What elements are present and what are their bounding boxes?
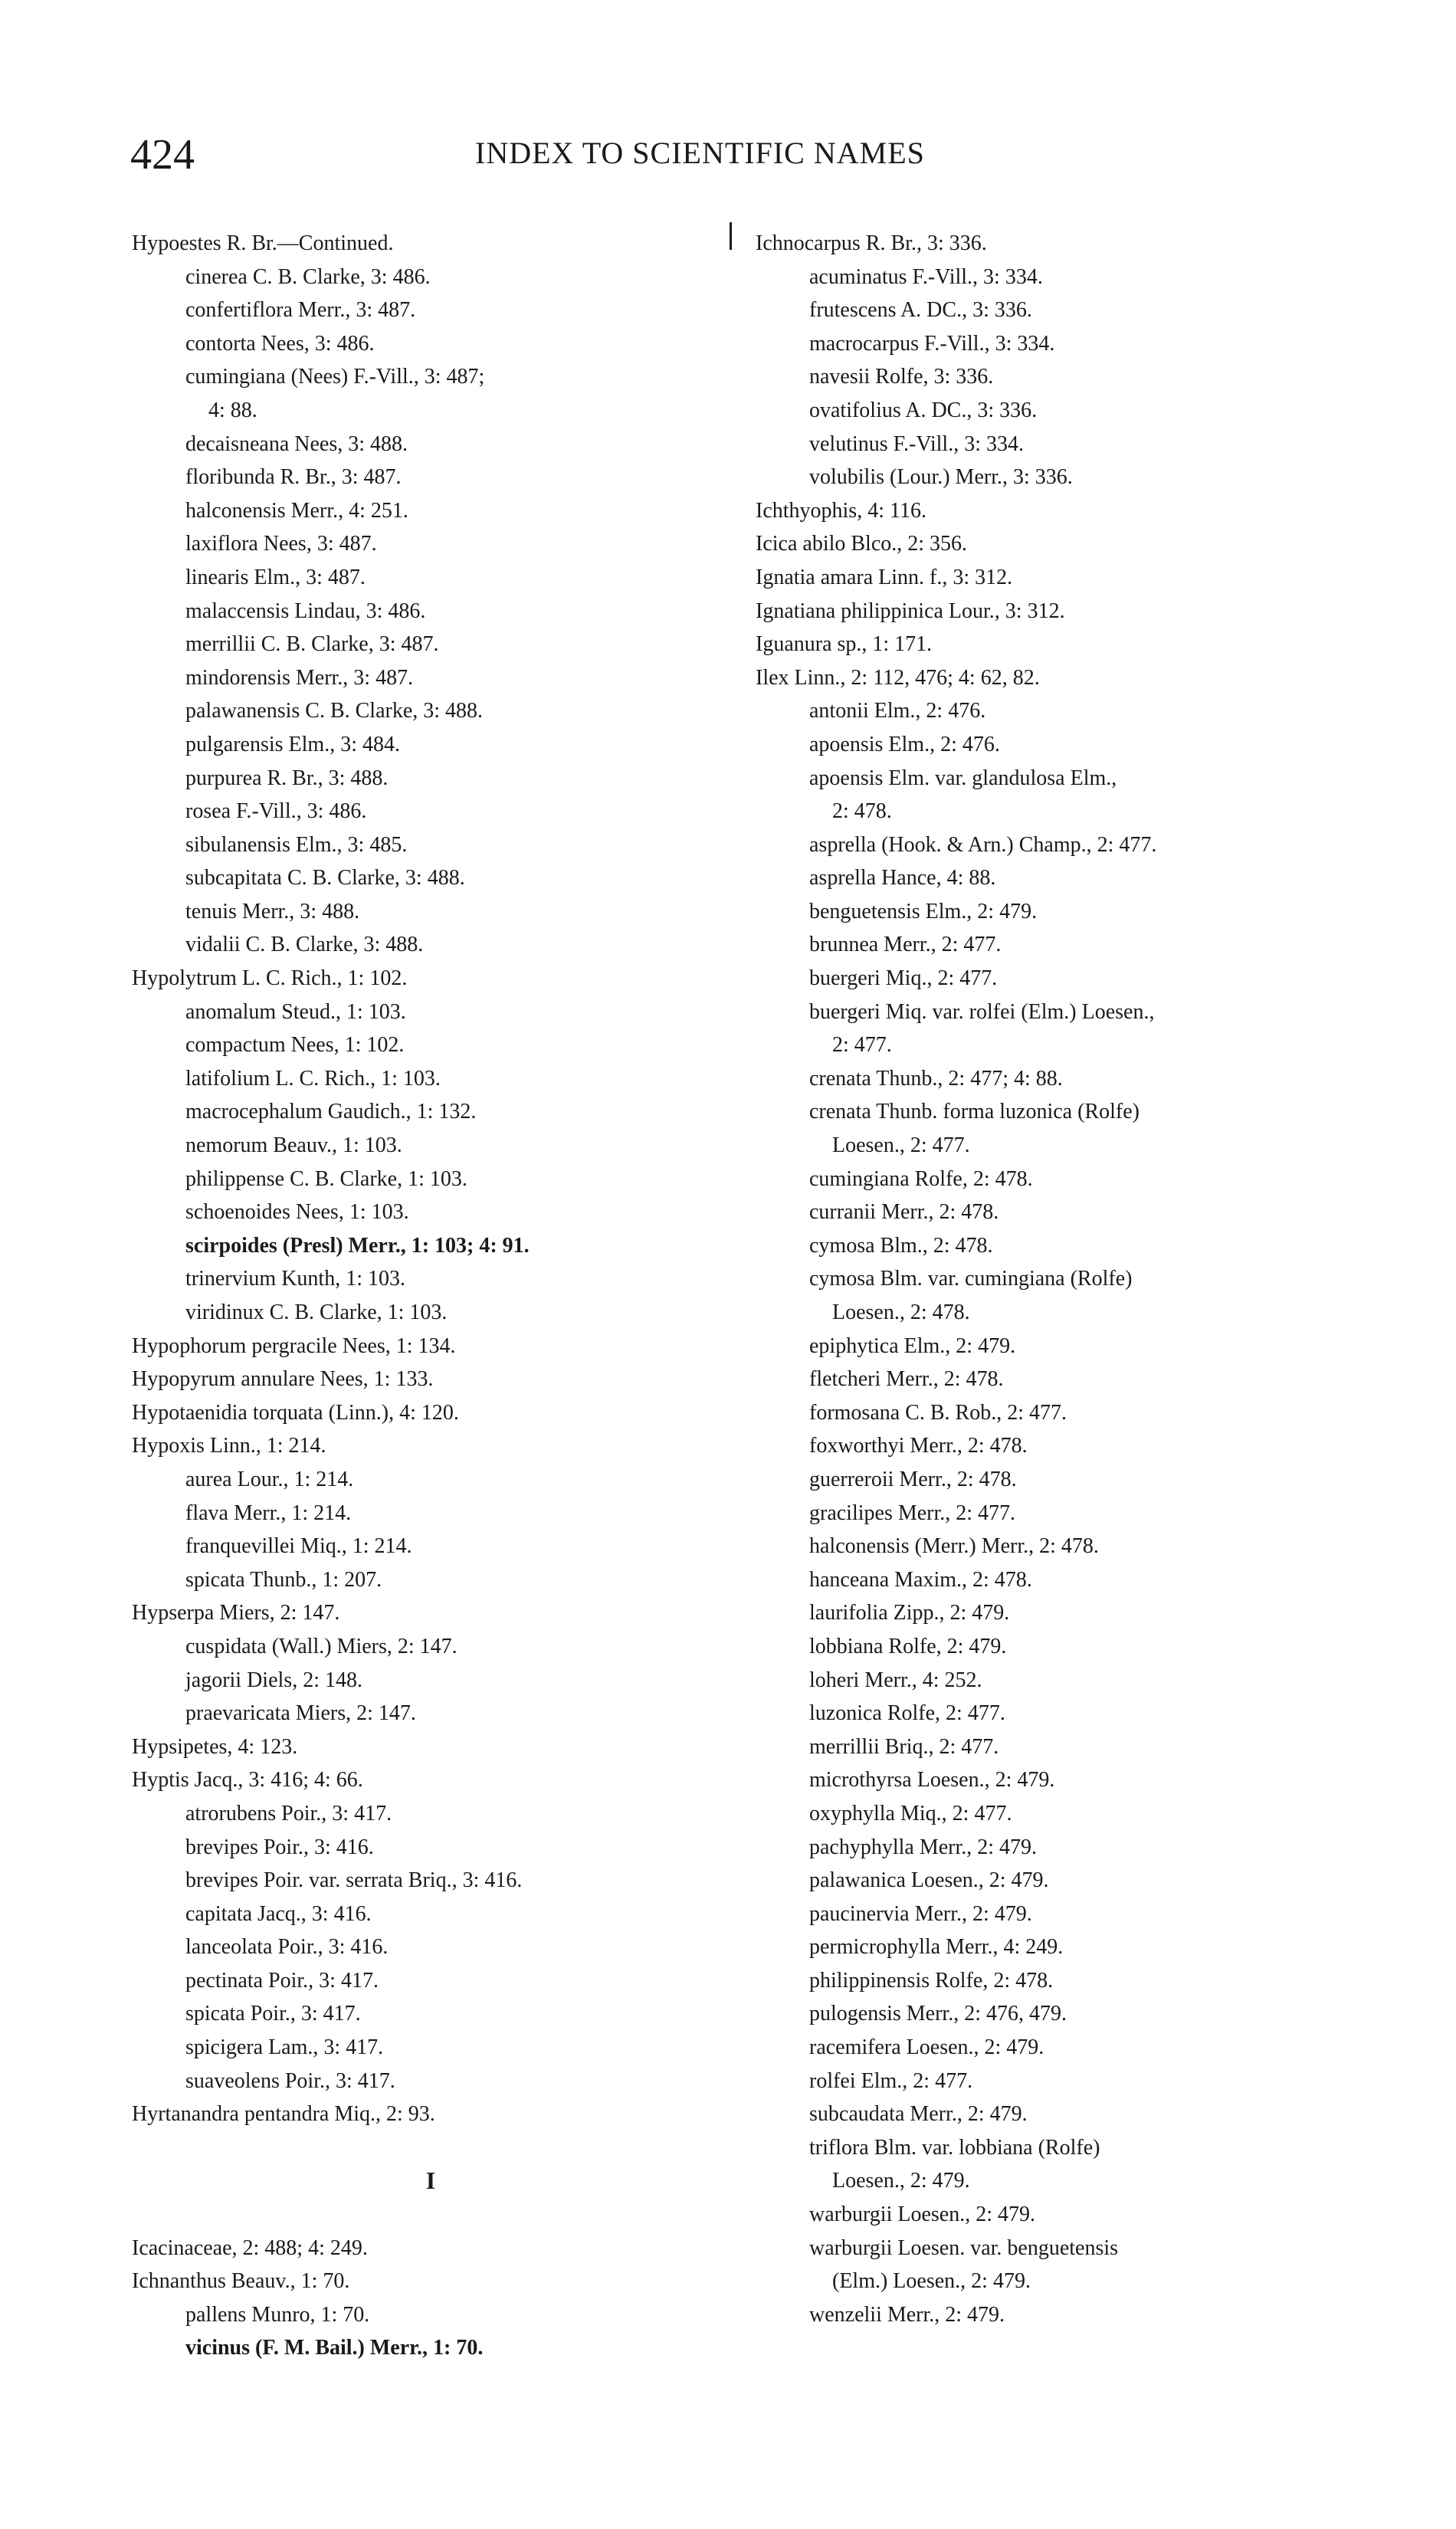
index-subentry: rolfei Elm., 2: 477. — [809, 2068, 973, 2093]
index-subentry: volubilis (Lour.) Merr., 3: 336. — [809, 465, 1073, 490]
index-subentry: decaisneana Nees, 3: 488. — [185, 431, 408, 456]
index-entry: Hypotaenidia torquata (Linn.), 4: 120. — [132, 1400, 459, 1425]
index-subentry: viridinux C. B. Clarke, 1: 103. — [185, 1301, 448, 1324]
index-subentry: frutescens A. DC., 3: 336. — [809, 298, 1032, 323]
index-subentry: floribunda R. Br., 3: 487. — [185, 465, 402, 490]
index-subentry: laurifolia Zipp., 2: 479. — [809, 1601, 1010, 1625]
index-subentry: sibulanensis Elm., 3: 485. — [185, 832, 408, 857]
index-subentry: confertiflora Merr., 3: 487. — [185, 298, 416, 323]
index-subentry: loheri Merr., 4: 252. — [809, 1668, 982, 1692]
column-divider — [730, 222, 732, 250]
index-entry: Hypoxis Linn., 1: 214. — [132, 1434, 326, 1458]
index-subentry: permicrophylla Merr., 4: 249. — [809, 1935, 1064, 1960]
index-entry: Hypophorum pergracile Nees, 1: 134. — [132, 1333, 456, 1358]
index-entry: Hyrtanandra pentandra Miq., 2: 93. — [132, 2102, 435, 2127]
index-entry: Hypopyrum annulare Nees, 1: 133. — [132, 1367, 434, 1392]
index-entry: Ignatiana philippinica Lour., 3: 312. — [756, 599, 1065, 623]
index-continuation: Loesen., 2: 478. — [832, 1301, 970, 1324]
index-entry: Hypolytrum L. C. Rich., 1: 102. — [132, 966, 408, 991]
index-subentry: acuminatus F.-Vill., 3: 334. — [809, 264, 1043, 289]
index-subentry: brunnea Merr., 2: 477. — [809, 933, 1002, 957]
blank-line — [132, 2198, 730, 2232]
index-subentry: formosana C. B. Rob., 2: 477. — [809, 1400, 1067, 1425]
index-subentry: schoenoides Nees, 1: 103. — [185, 1200, 409, 1225]
index-subentry: merrillii C. B. Clarke, 3: 487. — [185, 632, 439, 657]
index-subentry: warburgii Loesen., 2: 479. — [809, 2203, 1035, 2227]
index-subentry: paucinervia Merr., 2: 479. — [809, 1901, 1032, 1926]
index-subentry: latifolium L. C. Rich., 1: 103. — [185, 1066, 441, 1091]
index-subentry: racemifera Loesen., 2: 479. — [809, 2035, 1044, 2060]
index-subentry: oxyphylla Miq., 2: 477. — [809, 1801, 1012, 1825]
index-subentry: spicata Poir., 3: 417. — [185, 2002, 361, 2026]
index-entry: Ichnocarpus R. Br., 3: 336. — [756, 231, 987, 255]
index-subentry: atrorubens Poir., 3: 417. — [185, 1801, 392, 1825]
index-subentry: subcapitata C. B. Clarke, 3: 488. — [185, 866, 465, 891]
index-subentry: epiphytica Elm., 2: 479. — [809, 1333, 1016, 1358]
index-subentry: velutinus F.-Vill., 3: 334. — [809, 431, 1024, 456]
index-subentry: pachyphylla Merr., 2: 479. — [809, 1835, 1038, 1859]
index-subentry: wenzelii Merr., 2: 479. — [809, 2302, 1005, 2327]
index-subentry: lanceolata Poir., 3: 416. — [185, 1935, 389, 1960]
index-subentry: pallens Munro, 1: 70. — [185, 2302, 370, 2327]
index-subentry: ovatifolius A. DC., 3: 336. — [809, 398, 1038, 422]
index-subentry: microthyrsa Loesen., 2: 479. — [809, 1768, 1055, 1793]
index-subentry: triflora Blm. var. lobbiana (Rolfe) — [809, 2135, 1100, 2160]
index-subentry: lobbiana Rolfe, 2: 479. — [809, 1634, 1007, 1658]
index-subentry: praevaricata Miers, 2: 147. — [185, 1701, 416, 1726]
index-subentry: halconensis Merr., 4: 251. — [185, 498, 408, 523]
index-subentry: hanceana Maxim., 2: 478. — [809, 1567, 1032, 1592]
index-subentry: cinerea C. B. Clarke, 3: 486. — [185, 264, 431, 289]
index-subentry: purpurea R. Br., 3: 488. — [185, 766, 389, 790]
index-subentry: pulogensis Merr., 2: 476, 479. — [809, 2002, 1067, 2026]
index-subentry: fletcheri Merr., 2: 478. — [809, 1367, 1004, 1392]
index-subentry: buergeri Miq. var. rolfei (Elm.) Loesen., — [809, 999, 1155, 1024]
index-entry: Icacinaceae, 2: 488; 4: 249. — [132, 2235, 368, 2260]
index-subentry: merrillii Briq., 2: 477. — [809, 1734, 999, 1759]
index-entry: Hyptis Jacq., 3: 416; 4: 66. — [132, 1768, 363, 1793]
index-entry: Hypserpa Miers, 2: 147. — [132, 1601, 340, 1625]
index-subentry: crenata Thunb. forma luzonica (Rolfe) — [809, 1100, 1140, 1124]
index-entry: Hypoestes R. Br.—Continued. — [132, 231, 394, 255]
index-subentry: brevipes Poir., 3: 416. — [185, 1835, 374, 1859]
index-subentry: scirpoides (Presl) Merr., 1: 103; 4: 91. — [185, 1233, 530, 1258]
index-subentry: malaccensis Lindau, 3: 486. — [185, 599, 426, 623]
blank-line — [132, 2131, 730, 2165]
index-subentry: asprella (Hook. & Arn.) Champ., 2: 477. — [809, 832, 1157, 857]
index-entry: Ichnanthus Beauv., 1: 70. — [132, 2269, 350, 2294]
index-entry: Icica abilo Blco., 2: 356. — [756, 532, 968, 556]
index-subentry: aurea Lour., 1: 214. — [185, 1467, 354, 1491]
index-entry: Hypsipetes, 4: 123. — [132, 1734, 298, 1759]
index-subentry: gracilipes Merr., 2: 477. — [809, 1501, 1016, 1525]
index-subentry: pectinata Poir., 3: 417. — [185, 1968, 379, 1993]
index-subentry: contorta Nees, 3: 486. — [185, 331, 375, 356]
index-subentry: laxiflora Nees, 3: 487. — [185, 532, 377, 556]
index-subentry: franquevillei Miq., 1: 214. — [185, 1534, 412, 1559]
index-subentry: capitata Jacq., 3: 416. — [185, 1901, 372, 1926]
index-continuation: 4: 88. — [208, 398, 257, 422]
running-title: INDEX TO SCIENTIFIC NAMES — [475, 136, 925, 170]
index-subentry: trinervium Kunth, 1: 103. — [185, 1267, 405, 1291]
index-entry: Ichthyophis, 4: 116. — [756, 498, 926, 523]
index-subentry: luzonica Rolfe, 2: 477. — [809, 1701, 1005, 1726]
right-column — [756, 227, 1369, 2331]
index-subentry: curranii Merr., 2: 478. — [809, 1200, 999, 1225]
index-subentry: subcaudata Merr., 2: 479. — [809, 2102, 1028, 2127]
index-subentry: crenata Thunb., 2: 477; 4: 88. — [809, 1066, 1063, 1091]
section-letter-heading: I — [425, 2167, 436, 2195]
index-subentry: vicinus (F. M. Bail.) Merr., 1: 70. — [185, 2336, 484, 2360]
index-entry: Iguanura sp., 1: 171. — [756, 632, 933, 657]
index-subentry: palawanica Loesen., 2: 479. — [809, 1868, 1049, 1893]
index-entry: Ignatia amara Linn. f., 3: 312. — [756, 565, 1013, 589]
page-number: 424 — [130, 131, 195, 179]
index-subentry: halconensis (Merr.) Merr., 2: 478. — [809, 1534, 1099, 1559]
index-subentry: flava Merr., 1: 214. — [185, 1501, 352, 1525]
index-subentry: guerreroii Merr., 2: 478. — [809, 1467, 1017, 1491]
index-subentry: mindorensis Merr., 3: 487. — [185, 665, 414, 690]
index-subentry: macrocephalum Gaudich., 1: 132. — [185, 1100, 477, 1124]
index-subentry: cumingiana Rolfe, 2: 478. — [809, 1166, 1033, 1191]
index-subentry: asprella Hance, 4: 88. — [809, 866, 996, 891]
index-subentry: benguetensis Elm., 2: 479. — [809, 899, 1038, 923]
index-subentry: anomalum Steud., 1: 103. — [185, 999, 406, 1024]
index-subentry: cymosa Blm., 2: 478. — [809, 1233, 993, 1258]
index-subentry: linearis Elm., 3: 487. — [185, 565, 366, 589]
index-subentry: philippense C. B. Clarke, 1: 103. — [185, 1166, 467, 1191]
index-subentry: warburgii Loesen. var. benguetensis — [809, 2235, 1119, 2260]
index-continuation: Loesen., 2: 479. — [832, 2169, 970, 2193]
index-subentry: apoensis Elm., 2: 476. — [809, 732, 1000, 756]
index-subentry: nemorum Beauv., 1: 103. — [185, 1133, 402, 1158]
index-subentry: rosea F.-Vill., 3: 486. — [185, 799, 367, 824]
index-subentry: compactum Nees, 1: 102. — [185, 1033, 405, 1058]
left-column — [132, 227, 730, 2365]
index-subentry: buergeri Miq., 2: 477. — [809, 966, 998, 991]
index-continuation: (Elm.) Loesen., 2: 479. — [832, 2269, 1031, 2294]
index-subentry: navesii Rolfe, 3: 336. — [809, 365, 994, 389]
index-continuation: Loesen., 2: 477. — [832, 1133, 970, 1158]
index-subentry: macrocarpus F.-Vill., 3: 334. — [809, 331, 1055, 356]
index-entry: Ilex Linn., 2: 112, 476; 4: 62, 82. — [756, 665, 1040, 690]
index-subentry: cymosa Blm. var. cumingiana (Rolfe) — [809, 1267, 1133, 1291]
index-continuation: 2: 478. — [832, 799, 892, 824]
index-subentry: jagorii Diels, 2: 148. — [185, 1668, 362, 1692]
index-subentry: apoensis Elm. var. glandulosa Elm., — [809, 766, 1117, 790]
index-subentry: cuspidata (Wall.) Miers, 2: 147. — [185, 1634, 457, 1658]
index-subentry: spicigera Lam., 3: 417. — [185, 2035, 384, 2060]
index-subentry: suaveolens Poir., 3: 417. — [185, 2068, 395, 2093]
index-subentry: cumingiana (Nees) F.-Vill., 3: 487; — [185, 365, 485, 389]
index-subentry: brevipes Poir. var. serrata Briq., 3: 416. — [185, 1868, 523, 1893]
index-subentry: foxworthyi Merr., 2: 478. — [809, 1434, 1028, 1458]
index-continuation: 2: 477. — [832, 1033, 892, 1058]
index-subentry: palawanensis C. B. Clarke, 3: 488. — [185, 699, 484, 723]
index-subentry: spicata Thunb., 1: 207. — [185, 1567, 382, 1592]
index-subentry: tenuis Merr., 3: 488. — [185, 899, 360, 923]
index-subentry: pulgarensis Elm., 3: 484. — [185, 732, 400, 756]
index-subentry: vidalii C. B. Clarke, 3: 488. — [185, 933, 424, 957]
index-subentry: antonii Elm., 2: 476. — [809, 699, 986, 723]
index-subentry: philippinensis Rolfe, 2: 478. — [809, 1968, 1054, 1993]
